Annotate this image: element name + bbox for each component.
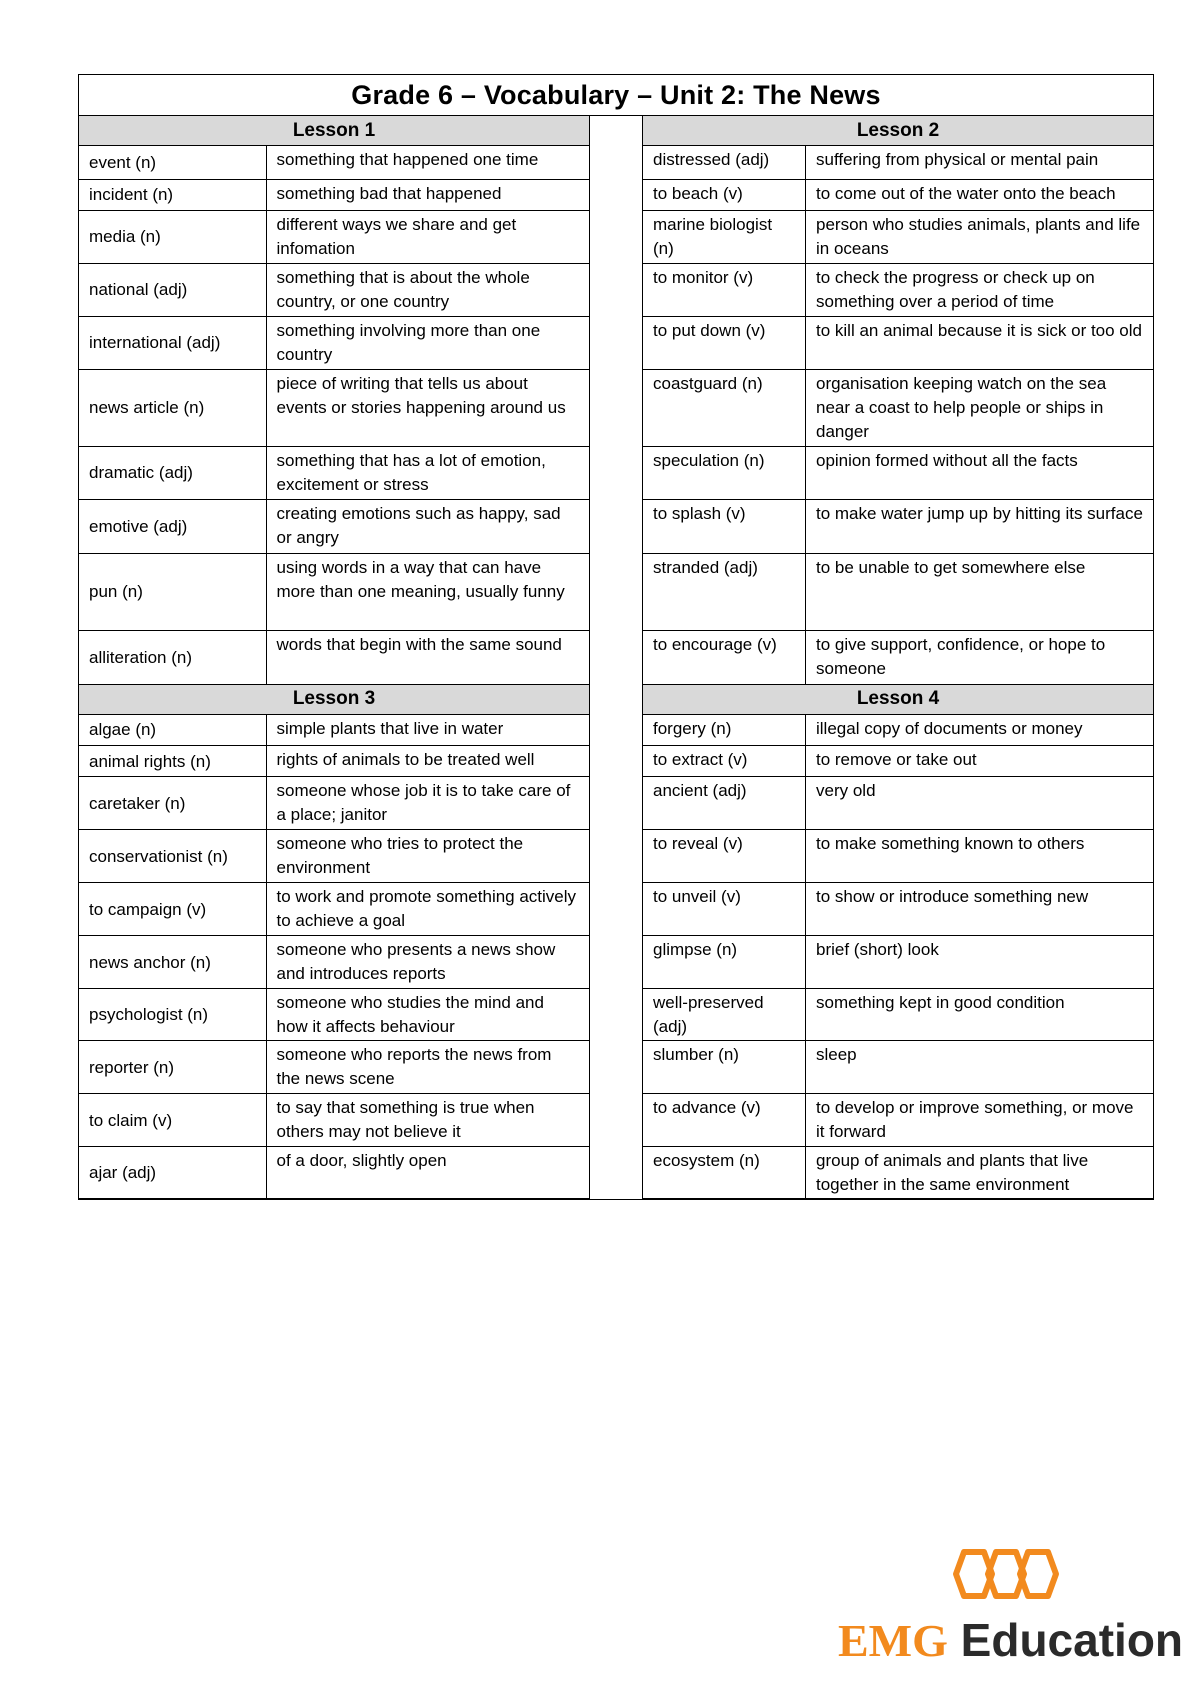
vocab-definition: group of animals and plants that live together in the same environment xyxy=(806,1147,1154,1199)
table-row xyxy=(643,1094,1154,1147)
vocab-definition: person who studies animals, plants and life in oceans xyxy=(806,210,1154,263)
table-row xyxy=(79,499,590,553)
table-row xyxy=(643,746,1154,777)
vocab-term: news article (n) xyxy=(79,369,266,446)
vocab-term: ajar (adj) xyxy=(79,1147,266,1199)
vocab-term: to extract (v) xyxy=(643,746,806,777)
lesson-2-table xyxy=(642,146,1153,685)
vocab-definition: opinion formed without all the facts xyxy=(806,446,1154,499)
table-row xyxy=(79,830,590,883)
table-row xyxy=(643,499,1154,553)
chain-links-logo-icon xyxy=(946,1542,1062,1606)
table-row xyxy=(79,883,590,936)
lesson-3-table xyxy=(79,715,590,1200)
vocab-definition: piece of writing that tells us about events or stories happening around us xyxy=(266,369,590,446)
emg-education-logo xyxy=(838,1540,1184,1680)
table-row xyxy=(79,1094,590,1147)
vocab-term: alliteration (n) xyxy=(79,630,266,684)
table-row xyxy=(79,146,590,179)
table-row xyxy=(79,989,590,1041)
vocab-definition: someone who studies the mind and how it affects behaviour xyxy=(266,989,590,1041)
vocab-term: coastguard (n) xyxy=(643,369,806,446)
vocab-term: marine biologist (n) xyxy=(643,210,806,263)
vocab-term: dramatic (adj) xyxy=(79,446,266,499)
vocab-definition: something that happened one time xyxy=(266,146,590,179)
table-row xyxy=(643,316,1154,369)
vocab-definition: to remove or take out xyxy=(806,746,1154,777)
lesson-1-block xyxy=(79,116,590,685)
vocab-term: to reveal (v) xyxy=(643,830,806,883)
vocab-term: speculation (n) xyxy=(643,446,806,499)
vocabulary-sheet xyxy=(78,74,1154,1200)
table-row xyxy=(79,777,590,830)
vocab-definition: something that has a lot of emotion, excitement or stress xyxy=(266,446,590,499)
vocab-definition: to kill an animal because it is sick or too old xyxy=(806,316,1154,369)
vocab-definition: to check the progress or check up on something over a period of time xyxy=(806,263,1154,316)
vocab-definition: very old xyxy=(806,777,1154,830)
vocab-term: animal rights (n) xyxy=(79,746,266,777)
table-row xyxy=(79,936,590,989)
vocab-term: glimpse (n) xyxy=(643,936,806,989)
vocab-term: slumber (n) xyxy=(643,1041,806,1094)
table-row xyxy=(79,746,590,777)
vocab-definition: someone who tries to protect the environment xyxy=(266,830,590,883)
vocab-term: to advance (v) xyxy=(643,1094,806,1147)
lesson-4-table xyxy=(642,715,1153,1200)
vocab-definition: something involving more than one country xyxy=(266,316,590,369)
vocab-definition: suffering from physical or mental pain xyxy=(806,146,1154,179)
logo-suffix-text: Education xyxy=(947,1614,1184,1666)
vocab-term: stranded (adj) xyxy=(643,553,806,630)
table-row xyxy=(79,553,590,630)
vocab-term: ecosystem (n) xyxy=(643,1147,806,1199)
lesson-2-heading: Lesson 2 xyxy=(642,116,1153,146)
table-row xyxy=(79,630,590,684)
lesson-1-heading: Lesson 1 xyxy=(79,116,590,146)
vocab-term: to put down (v) xyxy=(643,316,806,369)
vocab-definition: someone who reports the news from the news scene xyxy=(266,1041,590,1094)
vocab-term: caretaker (n) xyxy=(79,777,266,830)
vocab-term: to campaign (v) xyxy=(79,883,266,936)
vocab-definition: to make water jump up by hitting its surface xyxy=(806,499,1154,553)
table-row xyxy=(79,263,590,316)
vocab-definition: using words in a way that can have more than one meaning, usually funny xyxy=(266,553,590,630)
table-row xyxy=(643,777,1154,830)
vocab-term: to unveil (v) xyxy=(643,883,806,936)
sheet-title: Grade 6 – Vocabulary – Unit 2: The News xyxy=(79,75,1153,116)
vocab-term: to encourage (v) xyxy=(643,630,806,684)
lesson-4-block xyxy=(642,685,1153,1200)
vocab-definition: words that begin with the same sound xyxy=(266,630,590,684)
lessons-top-row xyxy=(79,116,1153,685)
vocab-term: news anchor (n) xyxy=(79,936,266,989)
vocab-term: ancient (adj) xyxy=(643,777,806,830)
vocab-definition: to come out of the water onto the beach xyxy=(806,179,1154,210)
table-row xyxy=(643,1041,1154,1094)
table-row xyxy=(643,210,1154,263)
table-row xyxy=(643,553,1154,630)
vocab-term: forgery (n) xyxy=(643,715,806,746)
table-row xyxy=(79,369,590,446)
vocab-definition: something that is about the whole country, or one country xyxy=(266,263,590,316)
vocab-definition: different ways we share and get infomation xyxy=(266,210,590,263)
vocab-term: emotive (adj) xyxy=(79,499,266,553)
table-row xyxy=(79,316,590,369)
vocab-definition: to be unable to get somewhere else xyxy=(806,553,1154,630)
vocab-term: psychologist (n) xyxy=(79,989,266,1041)
vocab-definition: something bad that happened xyxy=(266,179,590,210)
vocab-term: distressed (adj) xyxy=(643,146,806,179)
table-row xyxy=(643,446,1154,499)
table-row xyxy=(643,369,1154,446)
vocab-definition: someone whose job it is to take care of a place; janitor xyxy=(266,777,590,830)
lesson-3-block xyxy=(79,685,590,1200)
vocab-definition: to work and promote something actively to achieve a goal xyxy=(266,883,590,936)
vocab-definition: to develop or improve something, or move it forward xyxy=(806,1094,1154,1147)
lessons-bottom-row xyxy=(79,685,1153,1200)
vocab-definition: organisation keeping watch on the sea near a coast to help people or ships in danger xyxy=(806,369,1154,446)
vocab-definition: to give support, confidence, or hope to someone xyxy=(806,630,1154,684)
vocab-definition: simple plants that live in water xyxy=(266,715,590,746)
lesson-2-block xyxy=(642,116,1153,685)
lesson-1-table xyxy=(79,146,590,685)
vocab-term: media (n) xyxy=(79,210,266,263)
vocab-term: algae (n) xyxy=(79,715,266,746)
vocab-term: to beach (v) xyxy=(643,179,806,210)
table-row xyxy=(79,1041,590,1094)
table-row xyxy=(643,715,1154,746)
logo-wordmark xyxy=(838,1612,1183,1669)
table-row xyxy=(79,210,590,263)
vocab-term: event (n) xyxy=(79,146,266,179)
vocab-term: well-preserved (adj) xyxy=(643,989,806,1041)
vocab-term: conservationist (n) xyxy=(79,830,266,883)
table-row xyxy=(79,179,590,210)
vocab-definition: to make something known to others xyxy=(806,830,1154,883)
vocab-definition: something kept in good condition xyxy=(806,989,1154,1041)
vocab-definition: to show or introduce something new xyxy=(806,883,1154,936)
vocab-term: national (adj) xyxy=(79,263,266,316)
vocab-definition: brief (short) look xyxy=(806,936,1154,989)
vocab-definition: sleep xyxy=(806,1041,1154,1094)
vocab-definition: someone who presents a news show and introduces reports xyxy=(266,936,590,989)
table-row xyxy=(79,446,590,499)
vocab-definition: of a door, slightly open xyxy=(266,1147,590,1199)
vocab-term: to claim (v) xyxy=(79,1094,266,1147)
lesson-4-heading: Lesson 4 xyxy=(642,685,1153,715)
table-row xyxy=(643,263,1154,316)
vocab-definition: rights of animals to be treated well xyxy=(266,746,590,777)
table-row xyxy=(643,630,1154,684)
vocab-term: pun (n) xyxy=(79,553,266,630)
lesson-3-heading: Lesson 3 xyxy=(79,685,590,715)
table-row xyxy=(643,1147,1154,1199)
table-row xyxy=(79,1147,590,1199)
table-row xyxy=(643,989,1154,1041)
vocab-definition: illegal copy of documents or money xyxy=(806,715,1154,746)
table-row xyxy=(643,936,1154,989)
table-row xyxy=(79,715,590,746)
logo-brand-text: EMG xyxy=(838,1615,948,1666)
vocab-term: incident (n) xyxy=(79,179,266,210)
vocab-definition: creating emotions such as happy, sad or angry xyxy=(266,499,590,553)
vocab-term: to monitor (v) xyxy=(643,263,806,316)
table-row xyxy=(643,179,1154,210)
vocab-term: to splash (v) xyxy=(643,499,806,553)
vocab-term: international (adj) xyxy=(79,316,266,369)
table-row xyxy=(643,883,1154,936)
vocab-definition: to say that something is true when others may not believe it xyxy=(266,1094,590,1147)
table-row xyxy=(643,146,1154,179)
vocab-term: reporter (n) xyxy=(79,1041,266,1094)
table-row xyxy=(643,830,1154,883)
